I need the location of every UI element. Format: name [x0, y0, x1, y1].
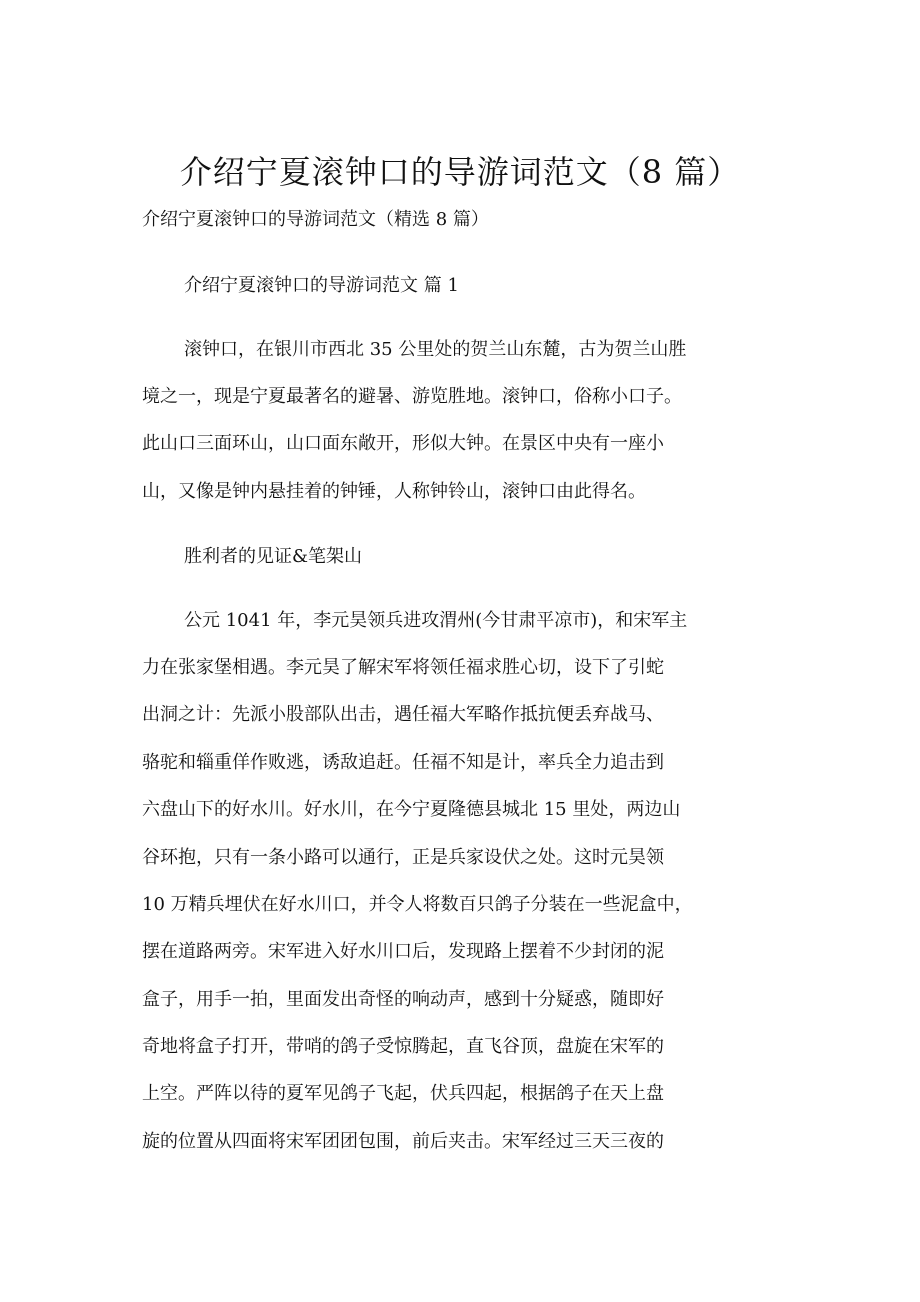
paragraph-line: 公元 1041 年，李元昊领兵进攻渭州(今甘肃平凉市)，和宋军主: [184, 610, 688, 631]
paragraph-line: 滚钟口，在银川市西北 35 公里处的贺兰山东麓，古为贺兰山胜: [184, 339, 687, 360]
document-subtitle: 介绍宁夏滚钟口的导游词范文（精选 8 篇）: [142, 209, 489, 230]
paragraph-line: 摆在道路两旁。宋军进入好水川口后，发现路上摆着不少封闭的泥: [142, 941, 664, 962]
section-heading: 介绍宁夏滚钟口的导游词范文 篇 1: [184, 275, 459, 296]
paragraph-line: 出洞之计：先派小股部队出击，遇任福大军略作抵抗便丢弃战马、: [142, 704, 664, 725]
paragraph-line: 10 万精兵埋伏在好水川口，并令人将数百只鸽子分装在一些泥盒中，: [142, 894, 693, 915]
paragraph-line: 盒子，用手一拍，里面发出奇怪的响动声，感到十分疑惑，随即好: [142, 989, 664, 1010]
paragraph-line: 奇地将盒子打开，带哨的鸽子受惊腾起，直飞谷顶，盘旋在宋军的: [142, 1036, 664, 1057]
paragraph-line: 此山口三面环山，山口面东敞开，形似大钟。在景区中央有一座小: [142, 433, 664, 454]
paragraph-line: 骆驼和辎重佯作败逃，诱敌追赶。任福不知是计，率兵全力追击到: [142, 752, 664, 773]
paragraph-line: 上空。严阵以待的夏军见鸽子飞起，伏兵四起，根据鸽子在天上盘: [142, 1083, 664, 1104]
subheading: 胜利者的见证&笔架山: [184, 546, 363, 567]
paragraph-line: 境之一，现是宁夏最著名的避暑、游览胜地。滚钟口，俗称小口子。: [142, 386, 682, 407]
document-title: 介绍宁夏滚钟口的导游词范文（8 篇）: [179, 153, 741, 191]
paragraph-line: 六盘山下的好水川。好水川，在今宁夏隆德县城北 15 里处，两边山: [142, 799, 681, 820]
paragraph-line: 山，又像是钟内悬挂着的钟锤，人称钟铃山，滚钟口由此得名。: [142, 481, 646, 502]
paragraph-line: 力在张家堡相遇。李元昊了解宋军将领任福求胜心切，设下了引蛇: [142, 657, 664, 678]
paragraph-line: 旋的位置从四面将宋军团团包围，前后夹击。宋军经过三天三夜的: [142, 1131, 664, 1152]
paragraph-line: 谷环抱，只有一条小路可以通行，正是兵家设伏之处。这时元昊领: [142, 847, 664, 868]
